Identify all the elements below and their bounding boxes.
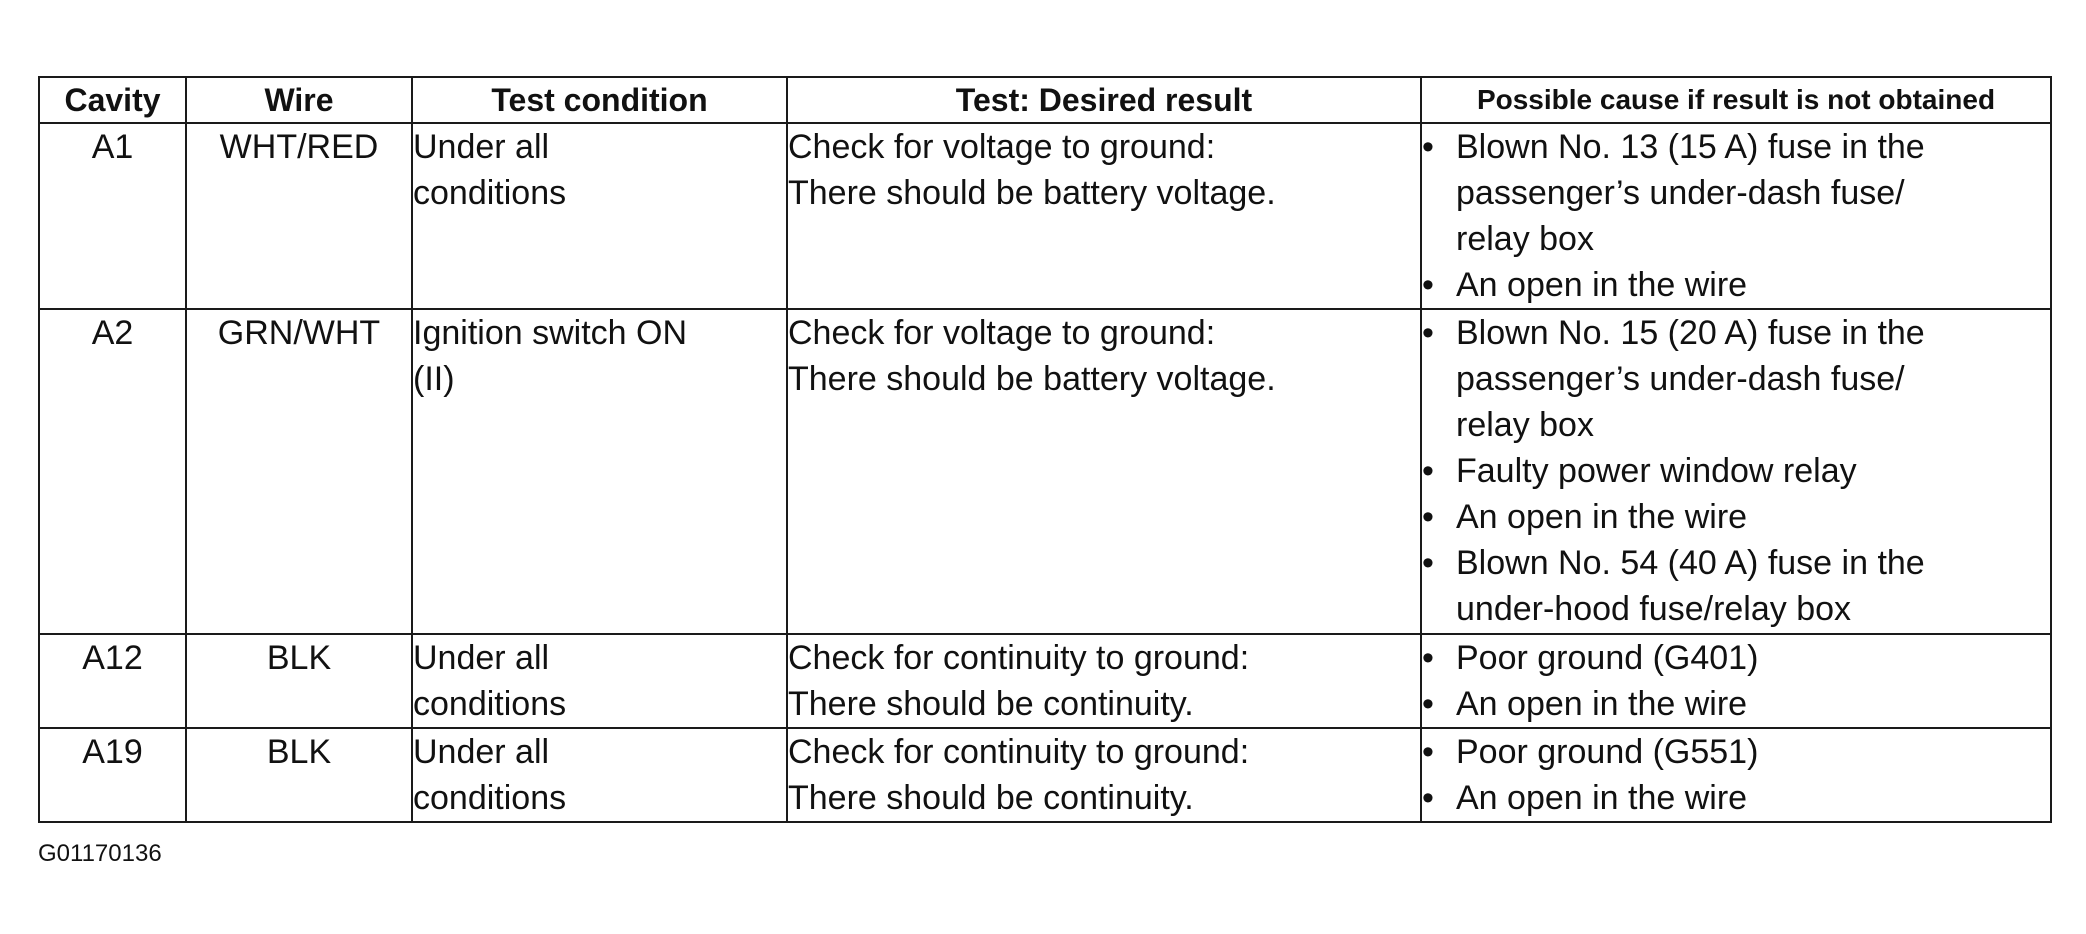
cause-text: An open in the wire [1456,266,1748,304]
cause-text: Poor ground (G401) [1456,639,1759,677]
bullet-icon: • [1422,685,1434,723]
test-condition-cell [412,123,787,309]
wire-cell [186,728,412,822]
bullet-icon: • [1422,639,1434,677]
cause-text: An open in the wire [1456,685,1748,723]
desired-result-cell-text: Check for voltage to ground: There should be battery voltage. [788,128,1276,212]
desired-result-cell [787,728,1421,822]
possible-cause-cell [1421,634,2051,728]
test-condition-cell [412,728,787,822]
bullet-icon: • [1422,128,1434,166]
header-wire: Wire [186,77,412,123]
cause-text: An open in the wire [1456,779,1748,817]
desired-result-cell [787,634,1421,728]
possible-cause-cell [1421,309,2051,634]
cause-text: An open in the wire [1456,498,1748,536]
wire-cell-text: BLK [266,733,332,771]
connector-test-table [38,76,2052,823]
wire-cell [186,123,412,309]
cause-item [1422,448,2050,494]
table-body [39,123,2051,822]
desired-result-cell-text: Check for continuity to ground: There should be continuity. [788,733,1250,817]
possible-cause-cell [1421,728,2051,822]
cause-list [1422,729,2050,821]
cavity-cell [39,728,186,822]
bullet-icon: • [1422,266,1434,304]
cause-item [1422,540,2050,632]
cause-text: Blown No. 13 (15 A) fuse in the passenger’s under-dash fuse/ relay box [1456,128,1925,258]
cause-text: Poor ground (G551) [1456,733,1759,771]
bullet-icon: • [1422,779,1434,817]
bullet-icon: • [1422,314,1434,352]
test-condition-cell-text: Under all conditions [413,639,567,723]
cause-text: Faulty power window relay [1456,452,1857,490]
cavity-cell [39,309,186,634]
wire-cell-text: GRN/WHT [217,314,381,352]
cause-list [1422,310,2050,632]
figure-code: G01170136 [38,840,162,867]
bullet-icon: • [1422,733,1434,771]
test-condition-cell-text: Under all conditions [413,733,567,817]
header-cavity: Cavity [39,77,186,123]
table-row [39,123,2051,309]
cause-list [1422,635,2050,727]
bullet-icon: • [1422,498,1434,536]
table-row [39,634,2051,728]
header-desired-result: Test: Desired result [787,77,1421,123]
header-test-condition: Test condition [412,77,787,123]
table-row [39,728,2051,822]
test-condition-cell [412,634,787,728]
cause-item [1422,775,2050,821]
cause-item [1422,635,2050,681]
table-row [39,309,2051,634]
cause-list [1422,124,2050,308]
cause-item [1422,681,2050,727]
cause-item [1422,494,2050,540]
wire-cell [186,309,412,634]
desired-result-cell [787,309,1421,634]
cause-item [1422,310,2050,448]
header-possible-cause: Possible cause if result is not obtained [1421,77,2051,123]
wire-cell [186,634,412,728]
test-condition-cell-text: Ignition switch ON (II) [413,314,687,398]
cavity-cell [39,634,186,728]
cavity-cell-text: A2 [91,314,134,352]
wire-cell-text: BLK [266,639,332,677]
cause-item [1422,729,2050,775]
cause-text: Blown No. 54 (40 A) fuse in the under-hood fuse/relay box [1456,544,1925,628]
wire-cell-text: WHT/RED [219,128,379,166]
desired-result-cell-text: Check for continuity to ground: There should be continuity. [788,639,1250,723]
test-condition-cell-text: Under all conditions [413,128,567,212]
bullet-icon: • [1422,452,1434,490]
desired-result-cell-text: Check for voltage to ground: There should be battery voltage. [788,314,1276,398]
table-header-row [39,77,2051,123]
cause-text: Blown No. 15 (20 A) fuse in the passenger’s under-dash fuse/ relay box [1456,314,1925,444]
cause-item [1422,262,2050,308]
bullet-icon: • [1422,544,1434,582]
cavity-cell-text: A1 [91,128,134,166]
cavity-cell [39,123,186,309]
test-condition-cell [412,309,787,634]
desired-result-cell [787,123,1421,309]
cavity-cell-text: A19 [82,733,143,771]
cavity-cell-text: A12 [82,639,143,677]
possible-cause-cell [1421,123,2051,309]
cause-item [1422,124,2050,262]
